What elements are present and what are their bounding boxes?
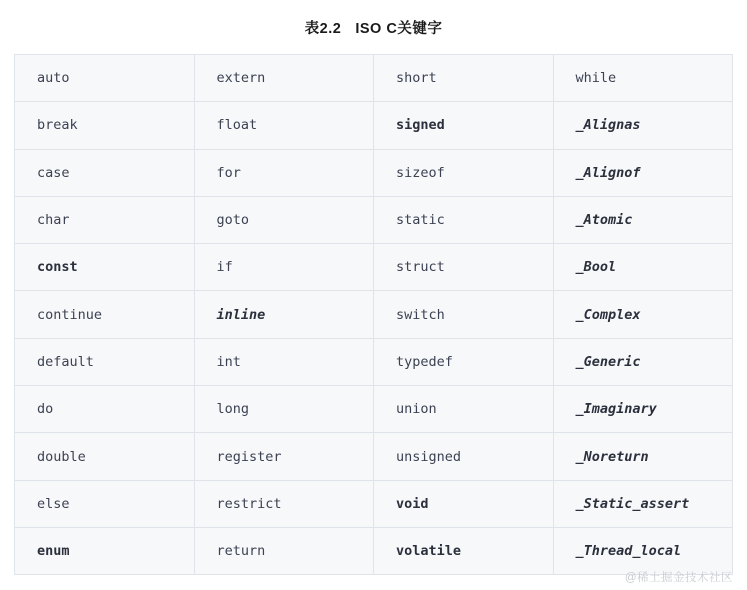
table-caption-title: ISO C关键字 — [355, 21, 443, 37]
keyword-table-body — [15, 55, 733, 575]
keyword-label: else — [37, 495, 70, 512]
keyword-cell — [194, 338, 374, 385]
keyword-label: _Static_assert — [575, 495, 690, 512]
keyword-label: _Complex — [575, 306, 641, 323]
table-row — [15, 196, 733, 243]
keyword-label: _Atomic — [575, 212, 633, 229]
table-row — [15, 480, 733, 527]
keyword-cell — [553, 433, 733, 480]
table-row — [15, 149, 733, 196]
keyword-label: int — [216, 353, 241, 370]
keyword-label: restrict — [216, 495, 282, 512]
keyword-label: unsigned — [396, 448, 462, 465]
watermark: @稀土掘金技术社区 — [624, 572, 733, 584]
keyword-cell — [194, 527, 374, 574]
keyword-label: default — [37, 353, 94, 370]
keyword-cell — [194, 102, 374, 149]
table-row — [15, 386, 733, 433]
keyword-cell — [15, 386, 195, 433]
keyword-cell — [15, 291, 195, 338]
keyword-cell — [374, 244, 554, 291]
keyword-cell — [553, 480, 733, 527]
keyword-cell — [194, 433, 374, 480]
keyword-cell — [374, 433, 554, 480]
keyword-label: case — [37, 164, 70, 181]
keyword-cell — [374, 386, 554, 433]
keyword-label: static — [396, 212, 445, 229]
keyword-cell — [194, 244, 374, 291]
keyword-label: struct — [396, 259, 445, 276]
keyword-label: char — [37, 212, 70, 229]
keyword-cell — [374, 55, 554, 102]
table-row — [15, 291, 733, 338]
keyword-label: if — [216, 259, 233, 276]
keyword-cell — [374, 196, 554, 243]
keyword-label: _Noreturn — [575, 448, 649, 465]
table-caption-number: 表2.2 — [304, 21, 342, 37]
keyword-cell — [553, 386, 733, 433]
keyword-label: return — [216, 543, 266, 560]
keyword-label: extern — [216, 70, 266, 87]
keyword-label: typedef — [396, 353, 453, 370]
keyword-cell — [553, 196, 733, 243]
keyword-label: for — [216, 164, 241, 181]
keyword-cell — [15, 338, 195, 385]
keyword-label: _Alignof — [575, 164, 641, 181]
keyword-cell — [15, 244, 195, 291]
keyword-cell — [194, 55, 374, 102]
keyword-label: switch — [396, 306, 445, 323]
keyword-cell — [194, 149, 374, 196]
keyword-label: inline — [216, 306, 266, 323]
keyword-label: _Bool — [575, 259, 617, 276]
keyword-label: const — [37, 259, 78, 276]
table-row — [15, 102, 733, 149]
keyword-table-container — [14, 54, 733, 575]
keyword-cell — [553, 149, 733, 196]
keyword-cell — [374, 149, 554, 196]
keyword-cell — [553, 291, 733, 338]
keyword-cell — [374, 291, 554, 338]
keyword-cell — [15, 55, 195, 102]
keyword-cell — [374, 102, 554, 149]
table-caption — [0, 0, 747, 38]
table-row — [15, 55, 733, 102]
keyword-label: register — [216, 448, 282, 465]
keyword-cell — [374, 338, 554, 385]
keyword-label: volatile — [396, 543, 462, 560]
keyword-label: signed — [396, 117, 445, 134]
table-row — [15, 338, 733, 385]
keyword-cell — [553, 55, 733, 102]
keyword-label: void — [396, 495, 429, 512]
keyword-label: enum — [37, 543, 70, 560]
keyword-cell — [553, 244, 733, 291]
keyword-label: auto — [37, 70, 70, 87]
keyword-cell — [15, 433, 195, 480]
keyword-label: goto — [216, 212, 250, 229]
keyword-cell — [194, 480, 374, 527]
keyword-label: sizeof — [396, 164, 445, 181]
keyword-cell — [15, 196, 195, 243]
keyword-label: long — [216, 401, 250, 418]
table-row — [15, 527, 733, 574]
table-row — [15, 244, 733, 291]
keyword-cell — [553, 102, 733, 149]
keyword-label: continue — [37, 306, 103, 323]
keyword-cell — [194, 291, 374, 338]
keyword-label: _Generic — [575, 353, 641, 370]
table-row — [15, 433, 733, 480]
keyword-table — [14, 54, 733, 575]
keyword-label: _Thread_local — [575, 543, 682, 560]
keyword-cell — [553, 338, 733, 385]
keyword-label: do — [37, 401, 54, 418]
keyword-label: float — [216, 117, 258, 134]
keyword-cell — [15, 149, 195, 196]
keyword-cell — [553, 527, 733, 574]
keyword-cell — [194, 196, 374, 243]
keyword-cell — [374, 527, 554, 574]
keyword-cell — [15, 527, 195, 574]
keyword-cell — [15, 480, 195, 527]
keyword-label: break — [37, 117, 78, 134]
keyword-cell — [15, 102, 195, 149]
keyword-label: union — [396, 401, 437, 418]
keyword-cell — [374, 480, 554, 527]
keyword-label: _Imaginary — [575, 401, 657, 418]
keyword-label: _Alignas — [575, 117, 641, 134]
keyword-cell — [194, 386, 374, 433]
keyword-label: double — [37, 448, 86, 465]
keyword-label: while — [575, 70, 617, 87]
keyword-label: short — [396, 70, 437, 87]
